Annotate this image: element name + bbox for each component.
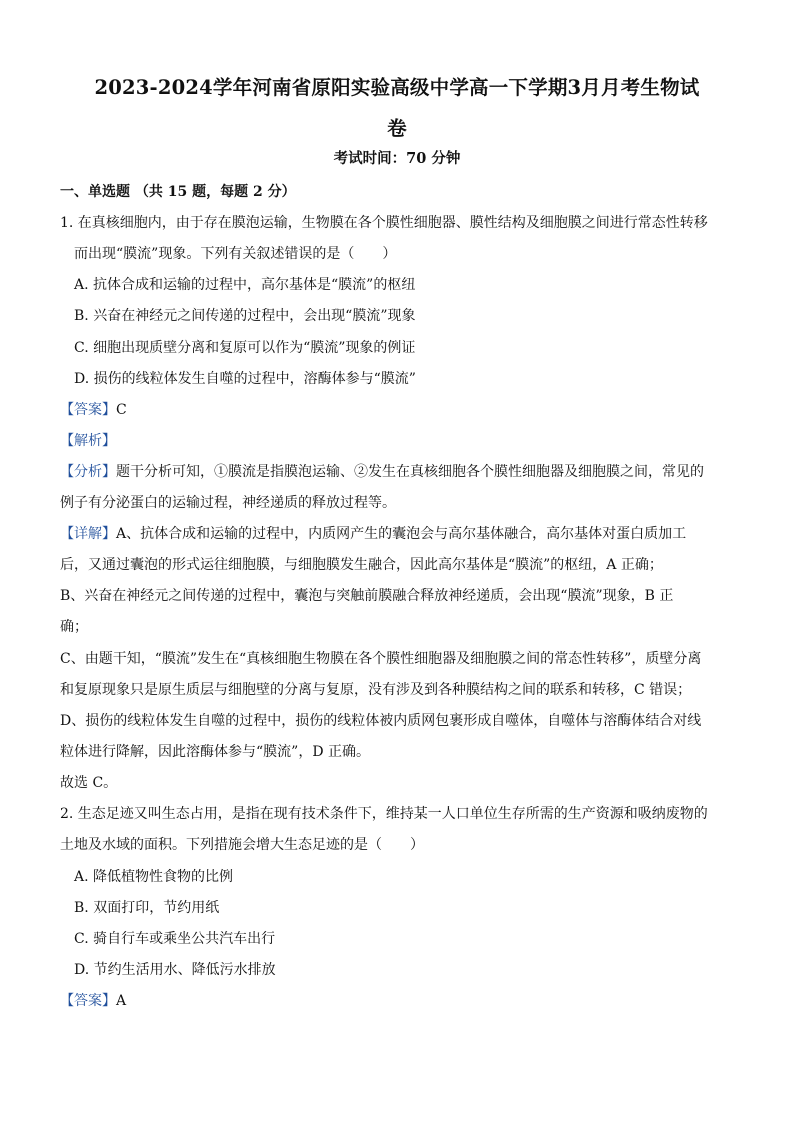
detail-text: A、抗体合成和运输的过程中，内质网产生的囊泡会与高尔基体融合，高尔基体对蛋白质加工	[116, 526, 687, 542]
q1-option-b: B. 兴奋在神经元之间传递的过程中，会出现“膜流”现象	[74, 308, 416, 324]
q2-stem-line2: 土地及水域的面积。下列措施会增大生态足迹的是（ ）	[60, 837, 424, 853]
q1-conclusion: 故选 C。	[60, 775, 118, 791]
q2-stem-line1: 2. 生态足迹又叫生态占用，是指在现有技术条件下，维持某一人口单位生存所需的生产资源和吸纳废物的	[60, 806, 708, 822]
q2-answer	[60, 994, 126, 1008]
answer-tag: 【答案】	[60, 402, 116, 418]
exam-time: 考试时间：70 分钟	[333, 150, 461, 167]
q1-fenxi-line2: 例子有分泌蛋白的运输过程，神经递质的释放过程等。	[60, 495, 396, 511]
q1-analysis-tag: 【解析】	[60, 433, 116, 449]
answer-value: A	[116, 993, 127, 1009]
q1-detail-line3: B、兴奋在神经元之间传递的过程中，囊泡与突触前膜融合释放神经递质，会出现“膜流”现象，B 正	[60, 588, 674, 604]
q1-detail-line8: 粒体进行降解，因此溶酶体参与“膜流”，D 正确。	[60, 744, 370, 760]
q1-detail-line4: 确；	[60, 619, 88, 635]
doc-title-line2: 卷	[387, 117, 407, 140]
q1-stem-line2: 而出现“膜流”现象。下列有关叙述错误的是（ ）	[74, 246, 397, 262]
q1-detail-line6: 和复原现象只是原生质层与细胞壁的分离与复原，没有涉及到各种膜结构之间的联系和转移，C 错误；	[60, 682, 692, 698]
q1-fenxi-line1	[60, 465, 704, 479]
q1-detail-line2: 后，又通过囊泡的形式运往细胞膜，与细胞膜发生融合，因此高尔基体是“膜流”的枢纽，A 正确；	[60, 557, 663, 573]
q1-option-a: A. 抗体合成和运输的过程中，高尔基体是“膜流”的枢纽	[74, 277, 416, 293]
q1-answer	[60, 403, 127, 417]
q2-option-d: D. 节约生活用水、降低污水排放	[74, 962, 276, 978]
detail-tag: 【详解】	[60, 526, 116, 542]
doc-title-line1: 2023-2024学年河南省原阳实验高级中学高一下学期3月月考生物试	[94, 76, 700, 99]
fenxi-tag: 【分析】	[60, 464, 116, 480]
q1-option-d: D. 损伤的线粒体发生自噬的过程中，溶酶体参与“膜流”	[74, 371, 416, 387]
answer-tag: 【答案】	[60, 993, 116, 1009]
q1-detail-line1	[60, 527, 686, 541]
q2-option-a: A. 降低植物性食物的比例	[74, 869, 234, 885]
q2-option-b: B. 双面打印，节约用纸	[74, 900, 220, 916]
answer-value: C	[116, 402, 127, 418]
q1-detail-line5: C、由题干知，“膜流”发生在“真核细胞生物膜在各个膜性细胞器及细胞膜之间的常态性转移”，质壁分离	[60, 651, 702, 667]
section-heading: 一、单选题 （共 15 题，每题 2 分）	[60, 184, 296, 200]
q1-option-c: C. 细胞出现质壁分离和复原可以作为“膜流”现象的例证	[74, 340, 416, 356]
q1-detail-line7: D、损伤的线粒体发生自噬的过程中，损伤的线粒体被内质网包裹形成自噬体，自噬体与溶酶体结合对线	[60, 713, 702, 729]
q1-stem-line1: 1. 在真核细胞内，由于存在膜泡运输，生物膜在各个膜性细胞器、膜性结构及细胞膜之间进行常态性转移	[60, 215, 708, 231]
fenxi-text: 题干分析可知，①膜流是指膜泡运输、②发生在真核细胞各个膜性细胞器及细胞膜之间，常见的	[116, 464, 704, 480]
q2-option-c: C. 骑自行车或乘坐公共汽车出行	[74, 931, 276, 947]
